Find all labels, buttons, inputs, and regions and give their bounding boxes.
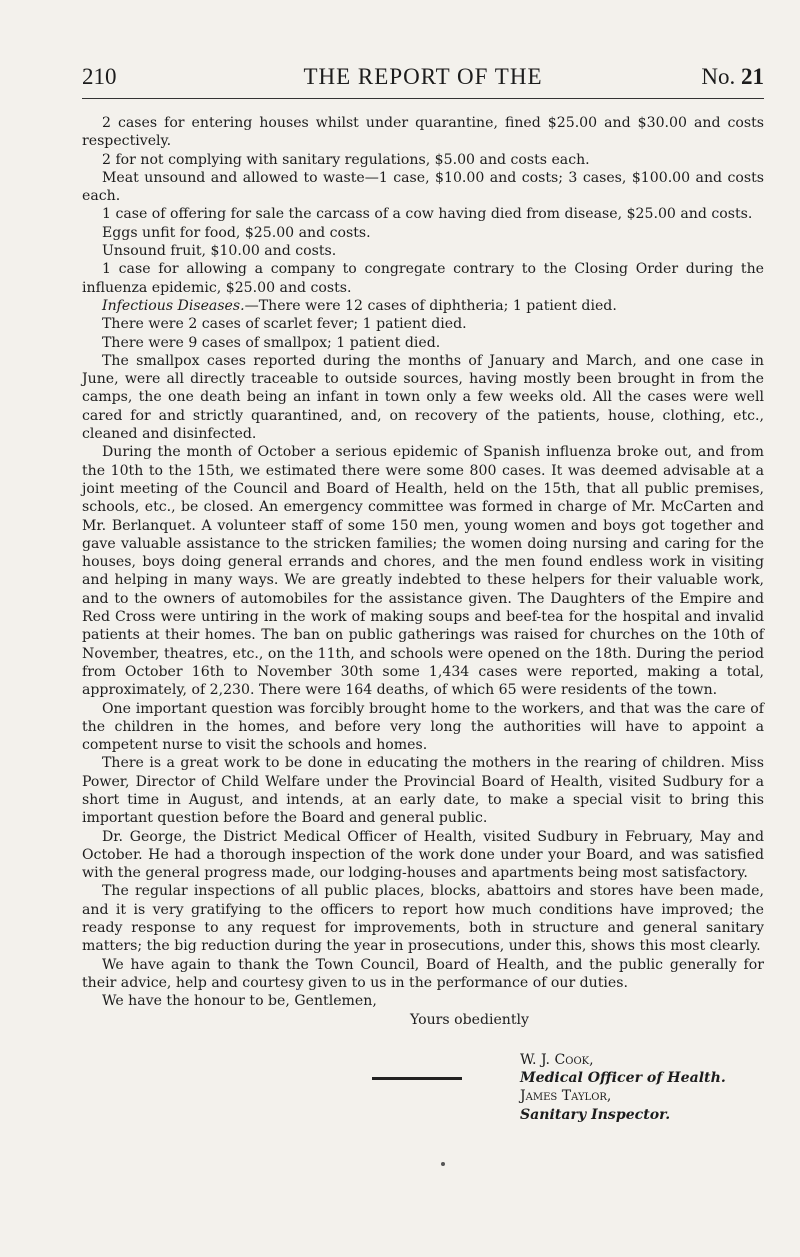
paragraph: Unsound fruit, $10.00 and costs.: [102, 243, 337, 260]
section-heading: Infectious Diseases.: [102, 297, 245, 314]
paragraph: One important question was forcibly brought home to the workers, and that was the care of the children in the homes, and before very long the authorities will have to appoint a competent nurse to visit the schools and homes.: [82, 700, 764, 754]
report-body: [82, 114, 764, 1124]
section-text: —There were 12 cases of diphtheria; 1 patient died.: [244, 297, 617, 314]
paragraph: During the month of October a serious epidemic of Spanish influenza broke out, and from the 10th to the 15th, we estimated there were some 800 cases. It was deemed advisable at a joint meeting of the Council and Board of Health, held on the 15th, that all public premises, schools, etc., be closed. An emergency committee was formed in charge of Mr. McCarten and Mr. Berlanquet. A volunteer staff of some 150 men, young women and boys got together and gave valuable assistance to the stricken families; the women doing nursing and caring for the houses, boys doing general errands and chores, and the men found endless work in visiting and helping in many ways. We are greatly indebted to these helpers for their valuable work, and to the owners of automobiles for the assistance given. The Daughters of the Empire and Red Cross were untiring in the work of making soups and beef-tea for the hospital and invalid patients at their homes. The ban on public gatherings was raised for churches on the 10th of November, theatres, etc., on the 11th, and schools were opened on the 18th. During the period from October 16th to November 30th some 1,434 cases were reported, making a total, approximately, of 2,230. There were 164 deaths, of which 65 were residents of the town.: [82, 444, 764, 699]
signatory-title: Sanitary Inspector.: [520, 1106, 671, 1123]
paragraph: The smallpox cases reported during the months of January and March, and one case in June, were all directly traceable to outside sources, having mostly been brought in from the camps, the one death being an infant in town only a few weeks old. All the cases were well cared for and strictly quarantined, and, on recovery of the patients, house, clothing, etc., cleaned and disinfected.: [82, 352, 764, 443]
paragraph: 1 case of offering for sale the carcass of a cow having died from disease, $25.00 and costs.: [102, 206, 753, 223]
infectious-diseases-paragraph: [82, 297, 764, 315]
page-header: [82, 64, 764, 94]
paragraph: We have the honour to be, Gentlemen,: [102, 993, 377, 1010]
page-number: 210: [82, 64, 117, 89]
signatory-title: Medical Officer of Health.: [520, 1070, 726, 1087]
header-rule: [82, 98, 764, 99]
closing-line: Yours obediently: [410, 1011, 530, 1028]
end-rule: [372, 1077, 462, 1080]
signatory-name: W. J. Cook,: [520, 1051, 594, 1068]
paragraph: 2 cases for entering houses whilst under quarantine, fined $25.00 and $30.00 and costs respectively.: [82, 115, 764, 150]
paragraph: The regular inspections of all public places, blocks, abattoirs and stores have been made, and it is very gratifying to the officers to report how much conditions have improved; the ready response to any request for improvements, both in structure and general sanitary matters; the big reduction during the year in prosecutions, under this, shows this most clearly.: [82, 883, 764, 955]
paragraph: Meat unsound and allowed to waste—1 case, $10.00 and costs; 3 cases, $100.00 and costs each.: [82, 169, 764, 205]
paragraph: 2 for not complying with sanitary regulations, $5.00 and costs each.: [102, 151, 590, 168]
paragraph: We have again to thank the Town Council, Board of Health, and the public generally for their advice, help and courtesy given to us in the performance of our duties.: [82, 956, 764, 991]
number-value: 21: [741, 64, 764, 89]
paragraph: There were 2 cases of scarlet fever; 1 patient died.: [102, 316, 467, 333]
ink-dot: [441, 1162, 445, 1166]
report-number: [701, 64, 764, 90]
paragraph: Eggs unfit for food, $25.00 and costs.: [102, 224, 371, 241]
paragraph: There is a great work to be done in educating the mothers in the rearing of children. Miss Power, Director of Child Welfare under the Provincial Board of Health, visited Sudbury for a short time in August, and intends, at an early date, to make a special visit to bring this important question before the Board and general public.: [82, 755, 764, 827]
running-title: THE REPORT OF THE: [303, 64, 543, 89]
paragraph: 1 case for allowing a company to congregate contrary to the Closing Order during the influenza epidemic, $25.00 and costs.: [82, 261, 764, 296]
signature-block: [82, 1051, 764, 1124]
number-label: No.: [701, 64, 736, 89]
paragraph: There were 9 cases of smallpox; 1 patient died.: [102, 334, 441, 351]
signatory-name: James Taylor,: [520, 1088, 612, 1105]
paragraph: Dr. George, the District Medical Officer of Health, visited Sudbury in February, May and October. He had a thorough inspection of the work done under your Board, and was satisfied with the general progress made, our lodging-houses and apartments being most satisfactory.: [82, 828, 764, 882]
